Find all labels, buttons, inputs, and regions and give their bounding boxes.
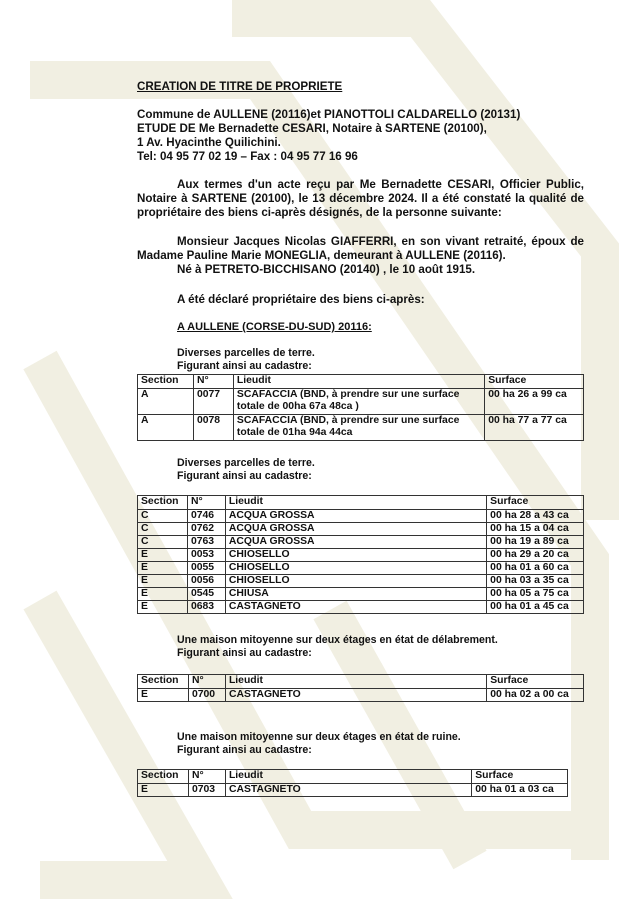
table-row (138, 523, 584, 536)
cell-section: C (138, 536, 188, 549)
table-row (138, 601, 584, 614)
cell-surface: 00 ha 03 a 35 ca (487, 575, 584, 588)
table-row (138, 784, 568, 797)
section3-description: Une maison mitoyenne sur deux étages en état de délabrement. (177, 634, 498, 646)
owner-birth: Né à PETRETO-BICCHISANO (20140) , le 10 août 1915. (177, 263, 476, 276)
cell-surface: 00 ha 19 a 89 ca (487, 536, 584, 549)
cell-surface: 00 ha 01 a 03 ca (472, 784, 568, 797)
col-lieudit: Lieudit (233, 375, 484, 389)
table-row (138, 536, 584, 549)
table-row (138, 389, 584, 415)
cell-num: 0762 (187, 523, 225, 536)
cell-lieudit: CHIOSELLO (225, 575, 486, 588)
table-row (138, 575, 584, 588)
header-address: 1 Av. Hyacinthe Quilichini. (137, 136, 281, 149)
cell-num: 0545 (187, 588, 225, 601)
cell-section: E (138, 601, 188, 614)
cell-section: A (138, 415, 194, 441)
table-row (138, 415, 584, 441)
cell-num: 0703 (188, 784, 225, 797)
cell-num: 0053 (187, 549, 225, 562)
cell-surface: 00 ha 15 a 04 ca (487, 523, 584, 536)
owner-text: Monsieur Jacques Nicolas GIAFFERRI, en son vivant retraité, époux de Madame Pauline Marie MONEGLIA, demeurant à AULLENE (20116). (137, 235, 584, 262)
act-text: Aux termes d'un acte reçu par Me Bernadette CESARI, Officier Public, Notaire à SARTENE (20100), le 13 décembre 2024. Il a été constaté la qualité de propriétaire des biens ci-après désignés, de la personne suivante: (137, 178, 584, 219)
cell-section: C (138, 523, 188, 536)
cell-surface: 00 ha 28 a 43 ca (487, 510, 584, 523)
cell-section: A (138, 389, 194, 415)
section4-desc (177, 731, 461, 757)
act-paragraph (137, 178, 584, 220)
section4-cadastre: Figurant ainsi au cadastre: (177, 744, 312, 756)
cell-section: E (138, 575, 188, 588)
cell-surface: 00 ha 29 a 20 ca (487, 549, 584, 562)
cell-lieudit: ACQUA GROSSA (225, 536, 486, 549)
cell-surface: 00 ha 77 a 77 ca (485, 415, 584, 441)
col-section: Section (138, 675, 189, 689)
cell-num: 0746 (187, 510, 225, 523)
cell-num: 0055 (187, 562, 225, 575)
cell-num: 0056 (187, 575, 225, 588)
declared-text: A été déclaré propriétaire des biens ci-après: (177, 293, 425, 306)
cell-surface: 00 ha 01 a 45 ca (487, 601, 584, 614)
col-lieudit: Lieudit (225, 496, 486, 510)
cell-lieudit: CASTAGNETO (225, 784, 471, 797)
col-surface: Surface (472, 770, 568, 784)
cadastre-table-1 (137, 374, 584, 441)
cell-section: E (138, 549, 188, 562)
col-num: N° (193, 375, 233, 389)
header-phone: Tel: 04 95 77 02 19 – Fax : 04 95 77 16 96 (137, 150, 358, 163)
cell-num: 0078 (193, 415, 233, 441)
cell-lieudit: CHIOSELLO (225, 562, 486, 575)
section2-desc (177, 457, 315, 483)
section1-description: Diverses parcelles de terre. (177, 347, 315, 359)
cell-lieudit: CASTAGNETO (225, 601, 486, 614)
cadastre-table-3 (137, 674, 584, 702)
cell-section: C (138, 510, 188, 523)
table-header-row (138, 375, 584, 389)
notary-header (137, 108, 520, 164)
section1-cadastre: Figurant ainsi au cadastre: (177, 360, 312, 372)
cell-lieudit: ACQUA GROSSA (225, 510, 486, 523)
cell-num: 0763 (187, 536, 225, 549)
section4-description: Une maison mitoyenne sur deux étages en état de ruine. (177, 731, 461, 743)
header-etude: ETUDE DE Me Bernadette CESARI, Notaire à SARTENE (20100), (137, 122, 487, 135)
cell-lieudit: SCAFACCIA (BND, à prendre sur une surface totale de 01ha 94a 44ca (233, 415, 484, 441)
cell-lieudit: CASTAGNETO (225, 689, 486, 702)
cell-num: 0700 (188, 689, 225, 702)
section3-desc (177, 634, 498, 660)
section1-desc (177, 347, 315, 373)
col-surface: Surface (487, 675, 584, 689)
table-header-row (138, 496, 584, 510)
table-header-row (138, 675, 584, 689)
cell-section: E (138, 588, 188, 601)
location-heading: A AULLENE (CORSE-DU-SUD) 20116: (177, 321, 372, 333)
col-surface: Surface (485, 375, 584, 389)
cell-num: 0077 (193, 389, 233, 415)
col-num: N° (188, 675, 225, 689)
cell-surface: 00 ha 05 a 75 ca (487, 588, 584, 601)
cadastre-table-4 (137, 769, 568, 797)
table-header-row (138, 770, 568, 784)
cell-num: 0683 (187, 601, 225, 614)
cell-section: E (138, 784, 189, 797)
col-lieudit: Lieudit (225, 770, 471, 784)
table-row (138, 549, 584, 562)
cell-section: E (138, 562, 188, 575)
document-title: CREATION DE TITRE DE PROPRIETE (137, 80, 343, 93)
table-row (138, 510, 584, 523)
cell-lieudit: CHIOSELLO (225, 549, 486, 562)
section3-cadastre: Figurant ainsi au cadastre: (177, 647, 312, 659)
cell-lieudit: ACQUA GROSSA (225, 523, 486, 536)
cell-lieudit: SCAFACCIA (BND, à prendre sur une surface totale de 00ha 67a 48ca ) (233, 389, 484, 415)
col-num: N° (188, 770, 225, 784)
col-section: Section (138, 770, 189, 784)
cell-section: E (138, 689, 189, 702)
cell-surface: 00 ha 01 a 60 ca (487, 562, 584, 575)
col-surface: Surface (487, 496, 584, 510)
col-section: Section (138, 496, 188, 510)
col-lieudit: Lieudit (225, 675, 486, 689)
cell-surface: 00 ha 02 a 00 ca (487, 689, 584, 702)
table-row (138, 588, 584, 601)
cell-lieudit: CHIUSA (225, 588, 486, 601)
header-commune: Commune de AULLENE (20116)et PIANOTTOLI CALDARELLO (20131) (137, 108, 521, 121)
col-num: N° (187, 496, 225, 510)
col-section: Section (138, 375, 194, 389)
table-row (138, 562, 584, 575)
table-row (138, 689, 584, 702)
owner-paragraph (137, 235, 584, 277)
cell-surface: 00 ha 26 a 99 ca (485, 389, 584, 415)
cadastre-table-2 (137, 495, 584, 614)
section2-description: Diverses parcelles de terre. (177, 457, 315, 469)
section2-cadastre: Figurant ainsi au cadastre: (177, 470, 312, 482)
